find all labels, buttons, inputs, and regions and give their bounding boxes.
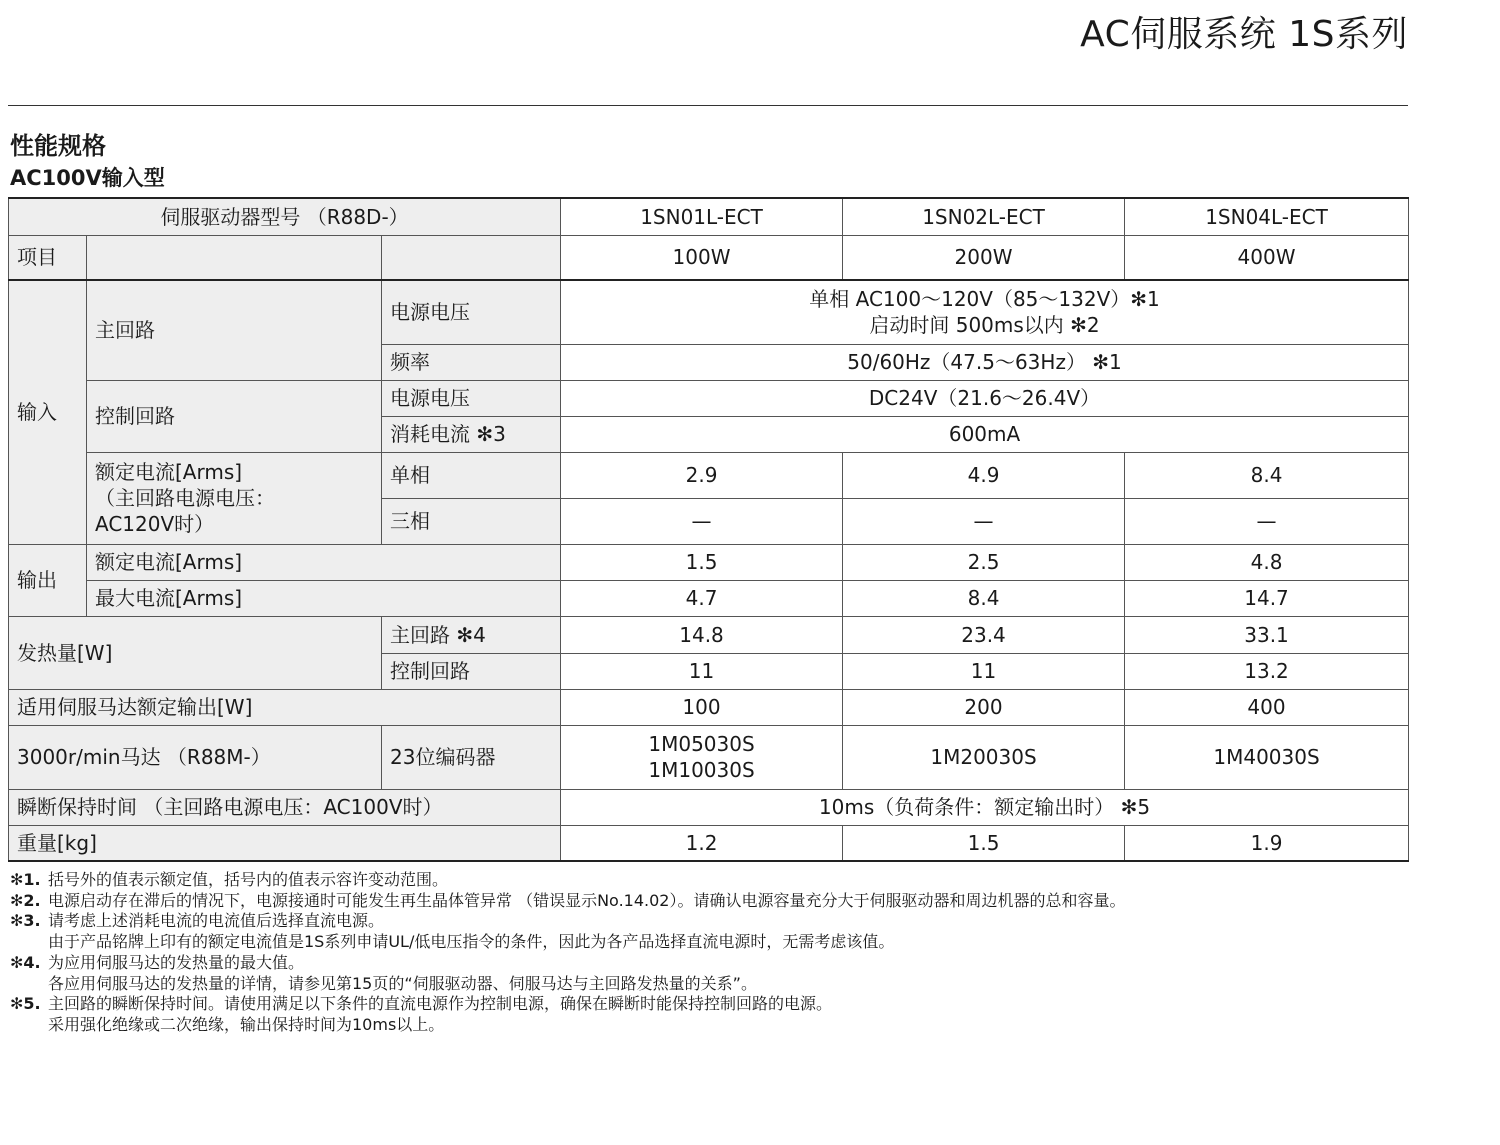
single-phase-value: 4.9 — [843, 452, 1125, 498]
item-header: 项目 — [9, 235, 87, 280]
footnotes — [10, 870, 1410, 1036]
heat-control-value: 11 — [561, 653, 843, 689]
frequency-label: 频率 — [382, 344, 561, 380]
weight-label: 重量[kg] — [9, 825, 561, 861]
model-cell: 1SN01L-ECT — [561, 198, 843, 235]
output-rated-value: 1.5 — [561, 544, 843, 580]
motor-output-value: 100 — [561, 689, 843, 725]
heat-control-value: 13.2 — [1125, 653, 1409, 689]
main-voltage-value: 单相 AC100～120V（85～132V）✻1 启动时间 500ms以内 ✻2 — [561, 280, 1409, 344]
motor-output-value: 200 — [843, 689, 1125, 725]
empty-cell — [382, 235, 561, 280]
control-circuit-label: 控制回路 — [87, 380, 382, 452]
input-label: 输入 — [9, 280, 87, 544]
motor-model-value: 1M40030S — [1125, 725, 1409, 789]
consumption-current-value: 600mA — [561, 416, 1409, 452]
three-phase-value: — — [843, 498, 1125, 544]
heat-main-value: 23.4 — [843, 616, 1125, 653]
footnote-mark: ✻5. — [10, 994, 41, 1014]
frequency-value: 50/60Hz（47.5～63Hz） ✻1 — [561, 344, 1409, 380]
model-cell: 1SN04L-ECT — [1125, 198, 1409, 235]
hold-time-value: 10ms（负荷条件：额定输出时） ✻5 — [561, 789, 1409, 825]
section-subtitle: AC100V输入型 — [10, 166, 165, 190]
section-title: 性能规格 — [10, 132, 106, 160]
single-phase-value: 2.9 — [561, 452, 843, 498]
footnote-text: 请考虑上述消耗电流的电流值后选择直流电源。 由于产品铭牌上印有的额定电流值是1S系列申请UL/低电压指令的条件，因此为各产品选择直流电源时，无需考虑该值。 — [48, 911, 895, 952]
table-row — [9, 616, 1409, 653]
motor-model-value: 1M20030S — [843, 725, 1125, 789]
rated-current-input-label: 额定电流[Arms] （主回路电源电压： AC120V时） — [87, 452, 382, 544]
consumption-current-label: 消耗电流 ✻3 — [382, 416, 561, 452]
footnote-mark: ✻3. — [10, 911, 41, 931]
motor-output-label: 适用伺服马达额定输出[W] — [9, 689, 561, 725]
weight-value: 1.9 — [1125, 825, 1409, 861]
weight-value: 1.5 — [843, 825, 1125, 861]
output-max-value: 8.4 — [843, 580, 1125, 616]
output-rated-label: 额定电流[Arms] — [87, 544, 561, 580]
footnote-mark: ✻2. — [10, 890, 41, 910]
empty-cell — [87, 235, 382, 280]
heat-control-label: 控制回路 — [382, 653, 561, 689]
main-voltage-label: 电源电压 — [382, 280, 561, 344]
table-row — [9, 725, 1409, 789]
footnote — [10, 911, 1410, 952]
footnote — [10, 891, 1410, 912]
footnote — [10, 953, 1410, 994]
footnote-mark: ✻4. — [10, 952, 41, 972]
main-circuit-label: 主回路 — [87, 280, 382, 380]
control-voltage-label: 电源电压 — [382, 380, 561, 416]
page-header-title: AC伺服系统 1S系列 — [1080, 14, 1408, 55]
table-row — [9, 580, 1409, 616]
motor-output-value: 400 — [1125, 689, 1409, 725]
weight-value: 1.2 — [561, 825, 843, 861]
spec-table — [8, 197, 1409, 862]
heat-main-value: 33.1 — [1125, 616, 1409, 653]
single-phase-value: 8.4 — [1125, 452, 1409, 498]
power-cell: 400W — [1125, 235, 1409, 280]
motor-label: 3000r/min马达 （R88M-） — [9, 725, 382, 789]
model-cell: 1SN02L-ECT — [843, 198, 1125, 235]
table-row — [9, 825, 1409, 861]
header-divider — [8, 105, 1408, 106]
output-max-label: 最大电流[Arms] — [87, 580, 561, 616]
output-rated-value: 4.8 — [1125, 544, 1409, 580]
single-phase-label: 单相 — [382, 452, 561, 498]
encoder-label: 23位编码器 — [382, 725, 561, 789]
footnote — [10, 994, 1410, 1035]
footnote-text: 主回路的瞬断保持时间。请使用满足以下条件的直流电源作为控制电源，确保在瞬断时能保持控制回路的电源。 采用强化绝缘或二次绝缘，输出保持时间为10ms以上。 — [48, 994, 833, 1034]
hold-time-label: 瞬断保持时间 （主回路电源电压：AC100V时） — [9, 789, 561, 825]
heat-label: 发热量[W] — [9, 616, 382, 689]
three-phase-label: 三相 — [382, 498, 561, 544]
table-row — [9, 544, 1409, 580]
table-row — [9, 235, 1409, 280]
output-rated-value: 2.5 — [843, 544, 1125, 580]
table-row — [9, 198, 1409, 235]
footnote-text: 电源启动存在滞后的情况下，电源接通时可能发生再生晶体管异常 （错误显示No.14.02）。请确认电源容量充分大于伺服驱动器和周边机器的总和容量。 — [48, 890, 1126, 910]
power-cell: 200W — [843, 235, 1125, 280]
footnote-mark: ✻1. — [10, 870, 41, 889]
output-label: 输出 — [9, 544, 87, 616]
power-cell: 100W — [561, 235, 843, 280]
table-row — [9, 789, 1409, 825]
output-max-value: 14.7 — [1125, 580, 1409, 616]
footnote-text: 为应用伺服马达的发热量的最大值。 各应用伺服马达的发热量的详情，请参见第15页的“伺服驱动器、伺服马达与主回路发热量的关系”。 — [48, 952, 757, 993]
table-row — [9, 380, 1409, 416]
footnote-text: 括号外的值表示额定值，括号内的值表示容许变动范围。 — [48, 870, 449, 889]
three-phase-value: — — [561, 498, 843, 544]
control-voltage-value: DC24V（21.6～26.4V） — [561, 380, 1409, 416]
footnote — [10, 870, 1410, 891]
table-row — [9, 452, 1409, 498]
table-row — [9, 280, 1409, 344]
motor-model-value: 1M05030S 1M10030S — [561, 725, 843, 789]
output-max-value: 4.7 — [561, 580, 843, 616]
table-row — [9, 689, 1409, 725]
heat-main-value: 14.8 — [561, 616, 843, 653]
driver-model-header: 伺服驱动器型号 （R88D-） — [9, 198, 561, 235]
heat-control-value: 11 — [843, 653, 1125, 689]
three-phase-value: — — [1125, 498, 1409, 544]
heat-main-label: 主回路 ✻4 — [382, 616, 561, 653]
